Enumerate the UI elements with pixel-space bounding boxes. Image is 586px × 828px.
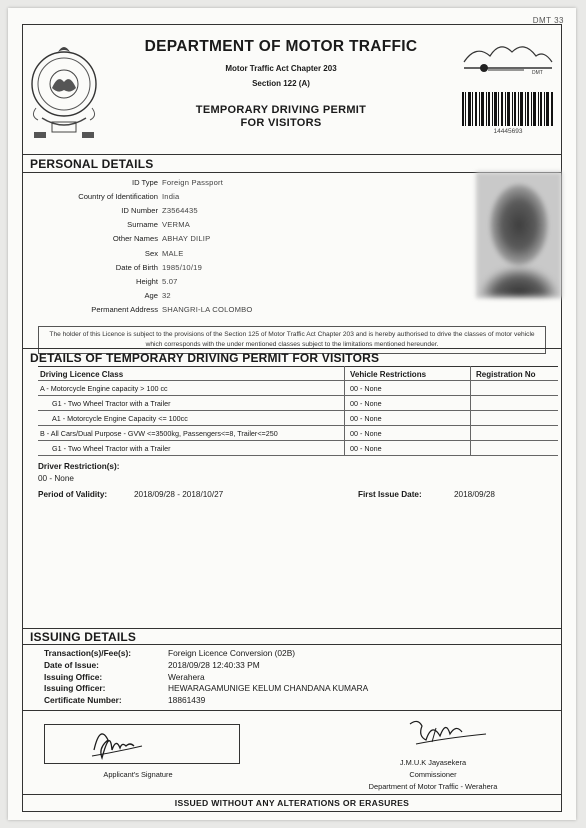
first-issue-value: 2018/09/28 [454,490,495,499]
document-body [8,8,576,820]
licence-class-cell: A - Motorcycle Engine capacity > 100 cc [40,384,168,393]
personal-detail-label: Height [136,276,158,286]
form-code: DMT 33 [532,16,564,25]
applicant-signature-icon [88,720,148,766]
issuing-detail-label: Date of Issue: [44,659,99,670]
permit-details-heading: DETAILS OF TEMPORARY DRIVING PERMIT FOR VISITORS [30,351,380,365]
vehicle-restriction-cell: 00 - None [350,444,382,453]
vehicle-restriction-cell: 00 - None [350,384,382,393]
licence-notice: The holder of this Licence is subject to the provisions of the Section 125 of Motor Traffic Act Chapter 203 and is hereby authorised to drive the classes of motor vehicle which corresponds with the under mentioned classes subject to the limitations mentioned hereunder. [38,326,546,354]
personal-detail-label: Country of Identification [78,192,158,202]
commissioner-signature-icon [406,716,490,756]
personal-detail-row [28,220,428,234]
personal-detail-label: Permanent Address [91,304,158,314]
first-issue-label: First Issue Date: [358,490,422,499]
personal-details-heading: PERSONAL DETAILS [30,157,154,171]
vehicle-restriction-cell: 00 - None [350,399,382,408]
validity-value: 2018/09/28 - 2018/10/27 [134,490,224,499]
issuing-detail-label: Issuing Officer: [44,683,106,694]
issuing-detail-value: 18861439 [168,695,206,706]
issuing-detail-row [44,695,544,707]
personal-detail-value: VERMA [162,220,191,230]
personal-detail-row [28,234,428,248]
personal-detail-row [28,249,428,263]
act-subtitle: Motor Traffic Act Chapter 203 [225,64,337,73]
personal-detail-label: Surname [127,220,158,230]
personal-detail-label: Age [144,290,158,300]
col-header-restrictions: Vehicle Restrictions [350,370,427,379]
personal-detail-value: Z3564435 [162,206,198,216]
personal-detail-label: Sex [144,248,158,258]
licence-class-cell: G1 - Two Wheel Tractor with a Trailer [52,444,171,453]
issuing-detail-value: 2018/09/28 12:40:33 PM [168,659,260,670]
permit-title-line1: TEMPORARY DRIVING PERMIT [195,104,367,116]
divider [22,710,562,711]
permit-title-line2: FOR VISITORS [240,117,322,129]
personal-detail-row [28,305,428,319]
personal-detail-label: Date of Birth [115,262,158,272]
issuing-detail-row [44,648,544,660]
issuing-detail-row [44,683,544,695]
table-row [38,411,558,426]
dmt-logo-text: DMT [532,70,543,76]
driver-restriction-value: 00 - None [38,474,74,483]
issuing-detail-label: Issuing Office: [44,671,103,682]
vehicle-restriction-cell: 00 - None [350,429,382,438]
validity-label: Period of Validity: [38,490,108,499]
personal-detail-label: ID Type [131,178,158,187]
personal-detail-row [28,263,428,277]
applicant-signature-label: Applicant's Signature [103,770,173,779]
col-header-registration: Registration No [476,370,536,379]
footer-statement: ISSUED WITHOUT ANY ALTERATIONS OR ERASURES [174,798,410,808]
licence-class-cell: G1 - Two Wheel Tractor with a Trailer [52,399,171,408]
commissioner-title: Commissioner [409,770,457,779]
table-col-sep [344,366,345,456]
personal-detail-row [28,192,428,206]
issuing-detail-label: Certificate Number: [44,695,122,706]
table-row [38,381,558,396]
section-subtitle: Section 122 (A) [252,79,310,88]
personal-detail-value: 5.07 [162,276,178,286]
personal-detail-value: 1985/10/19 [162,262,203,272]
issuing-detail-row [44,660,544,672]
table-row [38,441,558,456]
divider [22,348,562,349]
personal-detail-row [28,277,428,291]
dmt-logo-icon [458,40,558,80]
personal-detail-row [28,206,428,220]
issuing-detail-value: Foreign Licence Conversion (02B) [168,648,296,658]
divider [22,794,562,795]
commissioner-name: J.M.U.K Jayasekera [399,758,467,767]
personal-detail-value: India [162,192,180,202]
table-header-row [38,366,558,381]
permit-title [104,104,458,130]
personal-detail-value: SHANGRI-LA COLOMBO [162,304,253,314]
table-col-sep [470,366,471,456]
personal-detail-label: Other Names [112,234,158,244]
barcode-number: 14445693 [493,128,523,135]
issuing-details-heading: ISSUING DETAILS [30,630,137,644]
vehicle-restriction-cell: 00 - None [350,414,382,423]
issuing-detail-value: HEWARAGAMUNIGE KELUM CHANDANA KUMARA [168,683,369,694]
personal-detail-value: MALE [162,248,184,258]
personal-detail-label: ID Number [121,206,158,216]
licence-class-cell: A1 - Motorcycle Engine Capacity <= 100cc [52,414,188,423]
holder-photo-shoulders [480,244,558,296]
table-row [38,426,558,441]
divider [22,628,562,629]
licence-class-cell: B - All Cars/Dual Purpose - GVW <=3500kg, Passengers<=8, Trailer<=250 [40,429,278,438]
table-row [38,396,558,411]
divider [22,154,562,155]
col-header-class: Driving Licence Class [40,370,124,379]
department-title: DEPARTMENT OF MOTOR TRAFFIC [144,38,418,55]
issuing-detail-value: Werahera [168,671,205,682]
issuing-detail-row [44,672,544,684]
personal-detail-row [28,178,428,192]
sri-lanka-emblem-icon [28,38,100,142]
divider [22,644,562,645]
issuing-detail-label: Transaction(s)/Fee(s): [44,648,132,658]
barcode-icon [460,92,556,126]
personal-detail-value: Foreign Passport [162,178,224,187]
personal-detail-row [28,291,428,305]
personal-detail-value: 32 [162,290,171,300]
commissioner-department: Department of Motor Traffic - Werahera [368,782,498,791]
personal-detail-value: ABHAY DILIP [162,234,211,244]
driver-restriction-label: Driver Restriction(s): [38,462,120,471]
